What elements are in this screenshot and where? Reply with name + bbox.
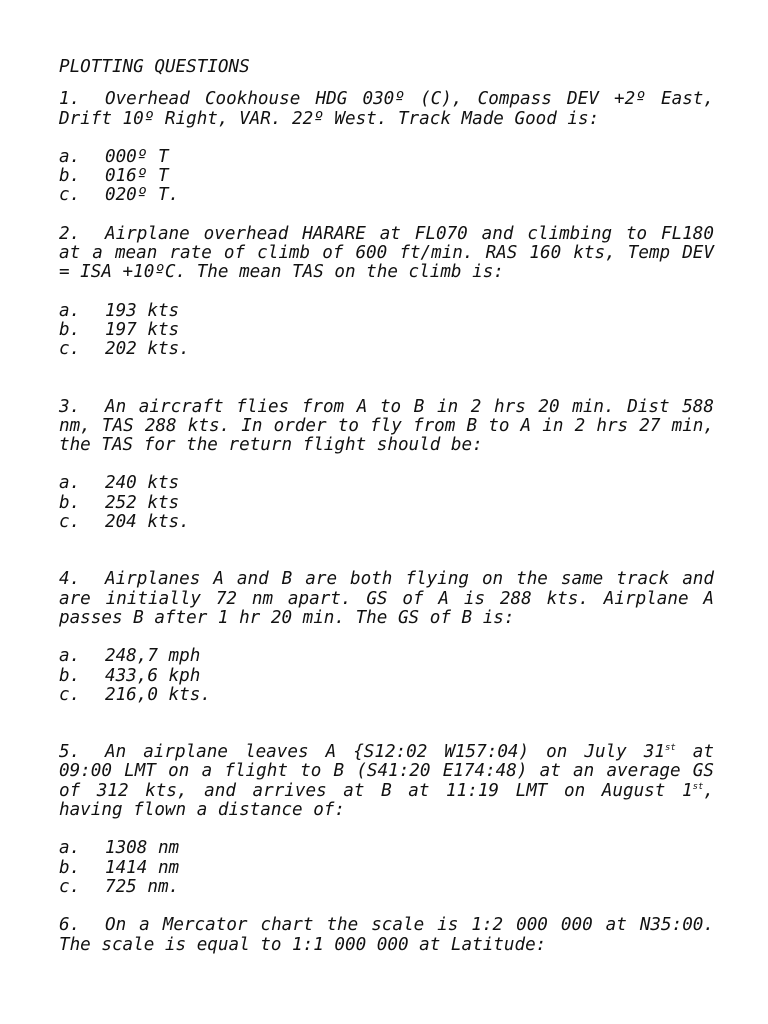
question-body: Overhead Cookhouse HDG 030º (C), Compass DEV +2º East, Drift 10º Right, VAR. 22º West. Track Made Good is: (59, 89, 714, 129)
question-5 (59, 743, 714, 897)
option-letter: b. (59, 166, 81, 187)
answer-option-a (59, 839, 714, 858)
option-letter: b. (59, 319, 81, 340)
answer-option-a (59, 148, 714, 167)
question-text (59, 90, 714, 129)
question-body: An aircraft flies from A to B in 2 hrs 20 min. Dist 588 nm, TAS 288 kts. In order to fly from B to A in 2 hrs 27 min, the TAS for the return flight should be: (59, 396, 714, 456)
question-6 (59, 916, 714, 955)
question-body: Airplane overhead HARARE at FL070 and climbing to FL180 at a mean rate of climb of 600 ft/min. RAS 160 kts, Temp DEV = ISA +10ºC. The mean TAS on the climb is: (59, 223, 714, 283)
question-text (59, 398, 714, 456)
answer-option-a (59, 302, 714, 321)
option-text: 204 kts. (105, 512, 190, 533)
document-page (59, 58, 714, 955)
answer-options (59, 302, 714, 360)
question-2 (59, 225, 714, 360)
option-letter: a. (59, 300, 81, 321)
question-number: 2. (59, 223, 81, 244)
option-text: 248,7 mph (105, 646, 201, 667)
option-text: 193 kts (105, 300, 180, 321)
answer-options (59, 474, 714, 532)
option-letter: a. (59, 646, 81, 667)
option-text: 433,6 kph (105, 665, 201, 686)
answer-options (59, 148, 714, 206)
option-text: 202 kts. (105, 339, 190, 360)
option-letter: b. (59, 665, 81, 686)
answer-option-c (59, 686, 714, 705)
option-letter: c. (59, 876, 81, 897)
answer-option-b (59, 667, 714, 686)
option-text: 016º T (105, 166, 169, 187)
question-text (59, 743, 714, 820)
answer-option-c (59, 340, 714, 359)
question-text (59, 570, 714, 628)
question-4 (59, 570, 714, 705)
option-letter: a. (59, 838, 81, 859)
answer-option-b (59, 321, 714, 340)
answer-option-a (59, 647, 714, 666)
option-letter: c. (59, 185, 81, 206)
question-body-part-2: at 09:00 LMT on a flight to B (S41:20 E174:48) at an average GS of 312 kts, and arrives at B at 11:19 LMT on August 1 (59, 742, 714, 801)
answer-option-c (59, 186, 714, 205)
option-text: 240 kts (105, 473, 180, 494)
answer-option-a (59, 474, 714, 493)
option-letter: c. (59, 684, 81, 705)
option-text: 725 nm. (105, 876, 180, 897)
option-text: 252 kts (105, 492, 180, 513)
answer-option-c (59, 878, 714, 897)
option-letter: c. (59, 339, 81, 360)
question-1 (59, 90, 714, 205)
question-body: Airplanes A and B are both flying on the same track and are initially 72 nm apart. GS of A is 288 kts. Airplane A passes B after 1 hr 20 min. The GS of B is: (59, 569, 714, 628)
question-number: 1. (59, 89, 81, 110)
answer-options (59, 647, 714, 705)
question-text (59, 916, 714, 955)
option-text: 1308 nm (105, 838, 180, 859)
option-text: 1414 nm (105, 857, 180, 878)
question-number: 4. (59, 569, 81, 590)
question-body-part-3: , having flown a distance of: (59, 780, 714, 821)
question-text (59, 225, 714, 283)
question-number: 5. (59, 742, 81, 763)
option-letter: a. (59, 473, 81, 494)
question-number: 3. (59, 396, 81, 417)
document-title: PLOTTING QUESTIONS (59, 57, 250, 77)
option-letter: c. (59, 512, 81, 533)
answer-option-b (59, 859, 714, 878)
option-letter: b. (59, 857, 81, 878)
option-text: 020º T. (105, 185, 180, 206)
option-text: 216,0 kts. (105, 684, 211, 705)
answer-option-c (59, 513, 714, 532)
answer-option-b (59, 494, 714, 513)
ordinal-suffix: st (664, 743, 676, 754)
answer-options (59, 839, 714, 897)
question-body-part-1: An airplane leaves A {S12:02 W157:04) on July 31 (105, 742, 665, 763)
option-text: 000º T (105, 146, 169, 167)
option-letter: a. (59, 146, 81, 167)
question-body: On a Mercator chart the scale is 1:2 000 000 at N35:00. The scale is equal to 1:1 000 000 at Latitude: (59, 915, 714, 955)
option-letter: b. (59, 492, 81, 513)
answer-option-b (59, 167, 714, 186)
question-3 (59, 398, 714, 533)
ordinal-suffix: st (692, 781, 704, 792)
option-text: 197 kts (105, 319, 180, 340)
question-number: 6. (59, 915, 81, 936)
